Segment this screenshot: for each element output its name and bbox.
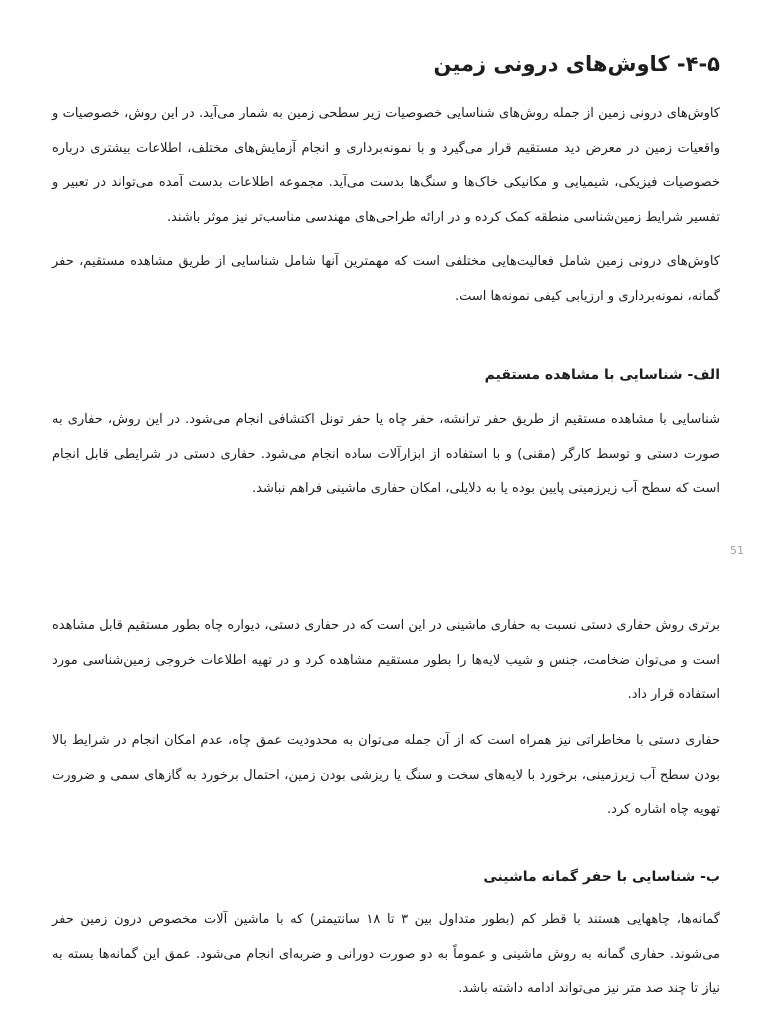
subsection-a-paragraph-1: شناسایی با مشاهده مستقیم از طریق حفر ترانشه، حفر چاه یا حفر تونل اکتشافی انجام می‌شود. در این روش، حفاری به صورت دستی و توسط کارگر (مقنی) و با استفاده از ابزارآلات ساده انجام می‌شود. حفاری دستی در شرایطی قابل انجام است که سطح آب زیرزمینی پایین بوده یا به دلایلی، امکان حفاری ماشینی فراهم نباشد. xyxy=(52,412,720,496)
section-title: ۴-۵- کاوش‌های درونی زمین xyxy=(433,52,720,76)
subsection-a-paragraph-3: حفاری دستی با مخاطراتی نیز همراه است که از آن جمله می‌توان به محدودیت عمق چاه، عدم امکان انجام در شرایط بالا بودن سطح آب زیرزمینی، برخورد با لایه‌های سخت و سنگ یا ریزشی بودن زمین، احتمال برخورد به گازهای سمی و ضرورت تهویه چاه اشاره کرد. xyxy=(52,733,720,817)
subsection-a-paragraph-2: برتری روش حفاری دستی نسبت به حفاری ماشینی در این است که در حفاری دستی، دیواره چاه بطور مستقیم قابل مشاهده است و می‌توان ضخامت، جنس و شیب لایه‌ها را بطور مستقیم مشاهده کرد و در تهیه اطلاعات خروجی زمین‌شناسی مورد استفاده قرار داد. xyxy=(52,618,720,702)
intro-paragraph-1: کاوش‌های درونی زمین از جمله روش‌های شناسایی خصوصیات زیر سطحی زمین به شمار می‌آید. در این روش، خصوصیات و واقعیات زمین در معرض دید مستقیم قرار می‌گیرد و با نمونه‌برداری و انجام آزمایش‌های مختلف، اطلاعات بیشتری درباره خصوصیات فیزیکی، شیمیایی و مکانیکی خاک‌ها و سنگ‌ها بدست می‌آید. مجموعه اطلاعات بدست آمده می‌تواند در تعبیر و تفسیر شرایط زمین‌شناسی منطقه کمک کرده و در ارائه طراحی‌های مهندسی مناسب‌تر نیز موثر باشند. xyxy=(52,106,720,225)
subsection-b-paragraph-1: گمانه‌ها، چاههایی هستند با قطر کم (بطور متداول بین ۳ تا ۱۸ سانتیمتر) که با ماشین آلات مخصوص درون زمین حفر می‌شوند. حفاری گمانه به روش ماشینی و عموماً به دو صورت دورانی و ضربه‌ای انجام می‌شود. عمق این گمانه‌ها بسته به نیاز تا چند صد متر نیز می‌تواند ادامه داشته باشد. xyxy=(52,912,720,996)
page-number: 51 xyxy=(730,544,744,557)
intro-paragraph-2: کاوش‌های درونی زمین شامل فعالیت‌هایی مختلفی است که مهمترین آنها شامل شناسایی از طریق مشاهده مستقیم، حفر گمانه، نمونه‌برداری و ارزیابی کیفی نمونه‌ها است. xyxy=(52,254,720,304)
subsection-b-title: ب- شناسایی با حفر گمانه ماشینی xyxy=(483,869,720,885)
subsection-a-title: الف- شناسایی با مشاهده مستقیم xyxy=(484,367,720,383)
